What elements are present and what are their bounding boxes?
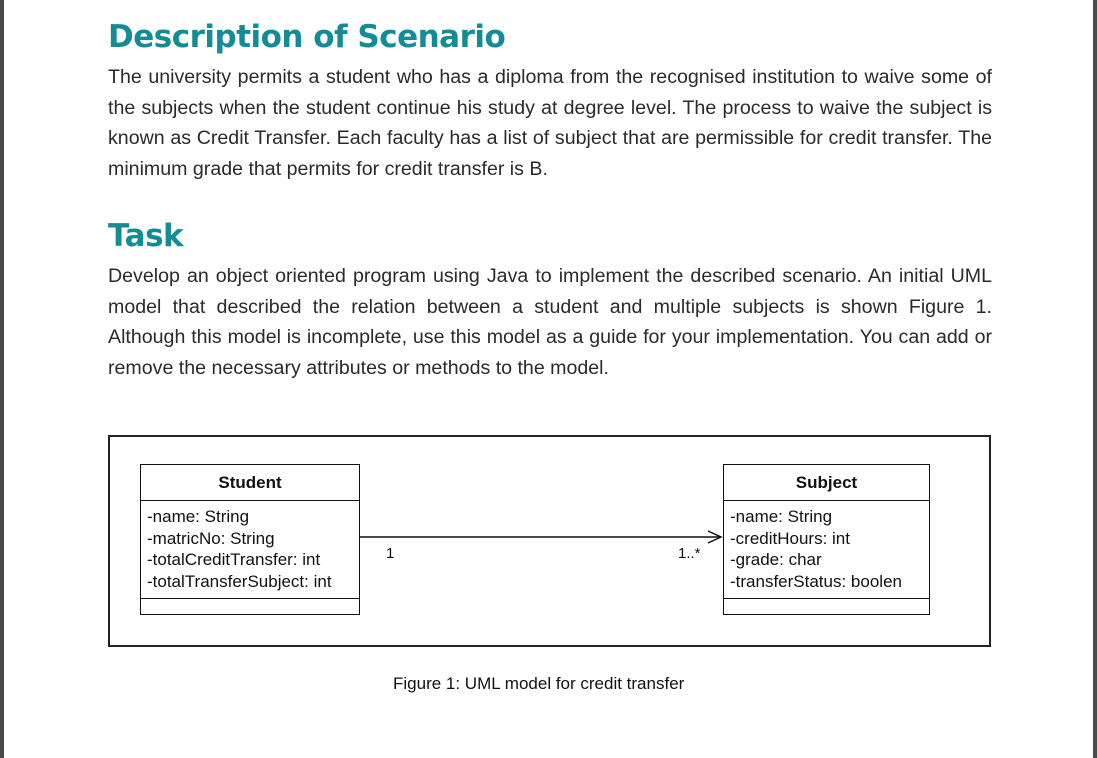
uml-class-student [140,464,360,615]
subject-attribute: -grade: char [730,550,822,569]
scenario-paragraph: The university permits a student who has a diploma from the recognised institution to waive some of the subjects when the student continue his study at degree level. The process to waive the subject is known as Credit Transfer. Each faculty has a list of subject that are permissible for credit transfer. The minimum grade that permits for credit transfer is B. [108,66,992,180]
uml-class-subject [723,464,930,615]
task-paragraph: Develop an object oriented program using Java to implement the described scenario. An initial UML model that described the relation between a student and multiple subjects is shown Figure 1. Although this model is incomplete, use this model as a guide for your implementation. You can add or remove the necessary attributes or methods to the model. [108,265,992,379]
student-class-name: Student [141,465,359,501]
figure-caption: Figure 1: UML model for credit transfer [393,674,685,693]
subject-attribute: -transferStatus: boolen [730,571,902,591]
subject-attribute: -creditHours: int [730,528,850,548]
source-multiplicity: 1 [386,545,395,562]
student-attribute: -totalTransferSubject: int [147,571,332,591]
viewer-right-border [1093,0,1097,758]
subject-attributes [724,501,929,599]
viewer-left-border [0,0,4,758]
student-attribute: -matricNo: String [147,528,275,548]
student-attribute: -name: String [147,507,250,526]
subject-attribute: -name: String [730,507,833,526]
task-heading: Task [108,218,184,254]
scenario-heading: Description of Scenario [108,19,506,55]
student-attributes [141,501,359,599]
target-multiplicity: 1..* [678,545,701,562]
student-attribute: -totalCreditTransfer: int [147,550,321,569]
subject-class-name: Subject [724,465,929,501]
